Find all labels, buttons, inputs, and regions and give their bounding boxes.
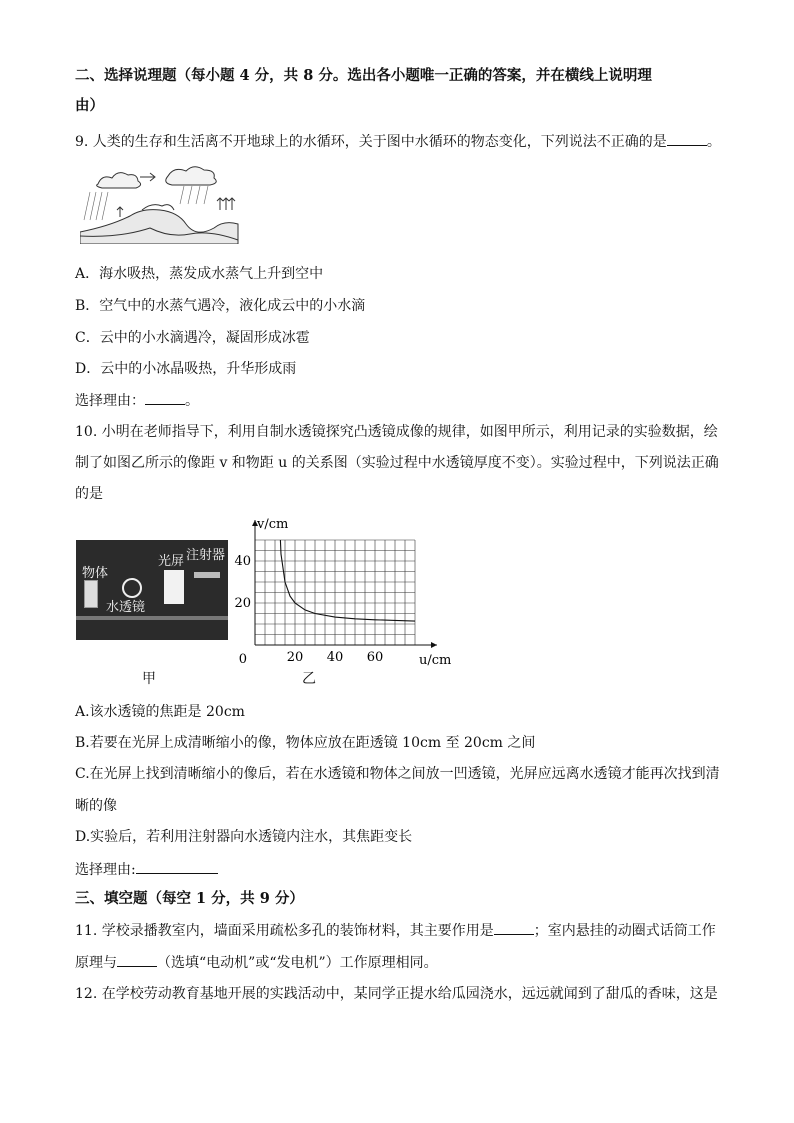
q10-option-a: A.该水透镜的焦距是 20cm — [75, 704, 245, 720]
q10-stem-line1: 10. 小明在老师指导下，利用自制水透镜探究凸透镜成像的规律，如图甲所示，利用记录的实验数据，绘 — [75, 424, 718, 440]
figure-yi-label: 乙 — [302, 671, 316, 687]
q10-option-b: B.若要在光屏上成清晰缩小的像，物体应放在距透镜 10cm 至 20cm 之间 — [75, 735, 536, 751]
y-axis-label: v/cm — [257, 517, 289, 532]
syringe-shape — [194, 572, 220, 578]
q9-reason-blank[interactable] — [145, 390, 185, 405]
lens-shape — [122, 578, 142, 598]
x-tick-label: 40 — [326, 650, 344, 665]
v-u-chart — [230, 512, 460, 672]
origin-label: 0 — [238, 652, 247, 667]
q12-line1: 12. 在学校劳动教育基地开展的实践活动中，某同学正提水给瓜园浇水，远远就闻到了甜瓜的香味，这是 — [75, 986, 718, 1002]
q11-blank-2[interactable] — [117, 952, 157, 967]
q10-option-c-line1: C.在光屏上找到清晰缩小的像后，若在水透镜和物体之间放一凹透镜，光屏应远离水透镜才能再次找到清 — [75, 766, 720, 782]
q10-reason-label: 选择理由: — [75, 862, 136, 878]
q10-reason — [75, 859, 218, 880]
rail-shape — [76, 616, 228, 620]
q9-reason-label: 选择理由： — [75, 393, 145, 409]
q10-reason-blank[interactable] — [136, 859, 218, 874]
q11-line2-text: 原理与 — [75, 955, 117, 971]
q9-reason — [75, 390, 199, 411]
q9-option-c: C．云中的小水滴遇冷，凝固形成冰雹 — [75, 330, 310, 346]
photo-label-object: 物体 — [82, 566, 109, 581]
q9-reason-end: 。 — [185, 393, 199, 409]
figure-jia-label: 甲 — [142, 671, 156, 687]
q9-stem-text: 9. 人类的生存和生活离不开地球上的水循环，关于图中水循环的物态变化，下列说法不正确的是 — [75, 134, 667, 150]
q10-option-d: D.实验后，若利用注射器向水透镜内注水，其焦距变长 — [75, 829, 413, 845]
q10-option-c-line2: 晰的像 — [75, 798, 117, 814]
q9-stem — [75, 131, 721, 152]
q10-stem-line2: 制了如图乙所示的像距 v 和物距 u 的关系图（实验过程中水透镜厚度不变）。实验过程中，下列说法正确 — [75, 455, 719, 471]
photo-label-lens: 水透镜 — [106, 600, 146, 615]
q11-line2-end: （选填“电动机”或“发电机”）工作原理相同。 — [157, 955, 438, 971]
y-tick-label: 20 — [234, 596, 251, 611]
photo-label-screen: 光屏 — [158, 554, 185, 569]
photo-label-syringe: 注射器 — [186, 548, 226, 563]
object-shape — [84, 580, 98, 608]
x-tick-label: 60 — [366, 650, 384, 665]
experiment-photo — [76, 540, 228, 640]
q9-stem-end: 。 — [706, 134, 721, 150]
q11-blank-1[interactable] — [494, 920, 534, 935]
q9-option-d: D．云中的小冰晶吸热，升华形成雨 — [75, 361, 297, 377]
section2-heading-line2: 由） — [75, 97, 104, 114]
screen-shape — [164, 570, 184, 604]
q9-answer-blank[interactable] — [667, 131, 707, 146]
q11-line2 — [75, 952, 438, 973]
q9-option-b: B．空气中的水蒸气遇冷，液化成云中的小水滴 — [75, 298, 366, 314]
q11-line1 — [75, 920, 716, 941]
x-tick-label: 20 — [286, 650, 304, 665]
q10-stem-line3: 的是 — [75, 486, 103, 502]
x-axis-arrow — [431, 642, 437, 648]
water-cycle-illustration — [80, 162, 240, 244]
q11-line1-text: 11. 学校录播教室内，墙面采用疏松多孔的装饰材料，其主要作用是 — [75, 923, 494, 939]
section3-heading: 三、填空题（每空 1 分，共 9 分） — [75, 890, 304, 907]
x-axis-label: u/cm — [419, 653, 452, 668]
q11-line1-end: ；室内悬挂的动圈式话筒工作 — [533, 923, 716, 939]
section2-heading-line1: 二、选择说理题（每小题 4 分，共 8 分。选出各小题唯一正确的答案，并在横线上说明理 — [75, 67, 652, 84]
y-tick-label: 40 — [234, 554, 251, 569]
q9-option-a: A．海水吸热，蒸发成水蒸气上升到空中 — [75, 266, 324, 282]
